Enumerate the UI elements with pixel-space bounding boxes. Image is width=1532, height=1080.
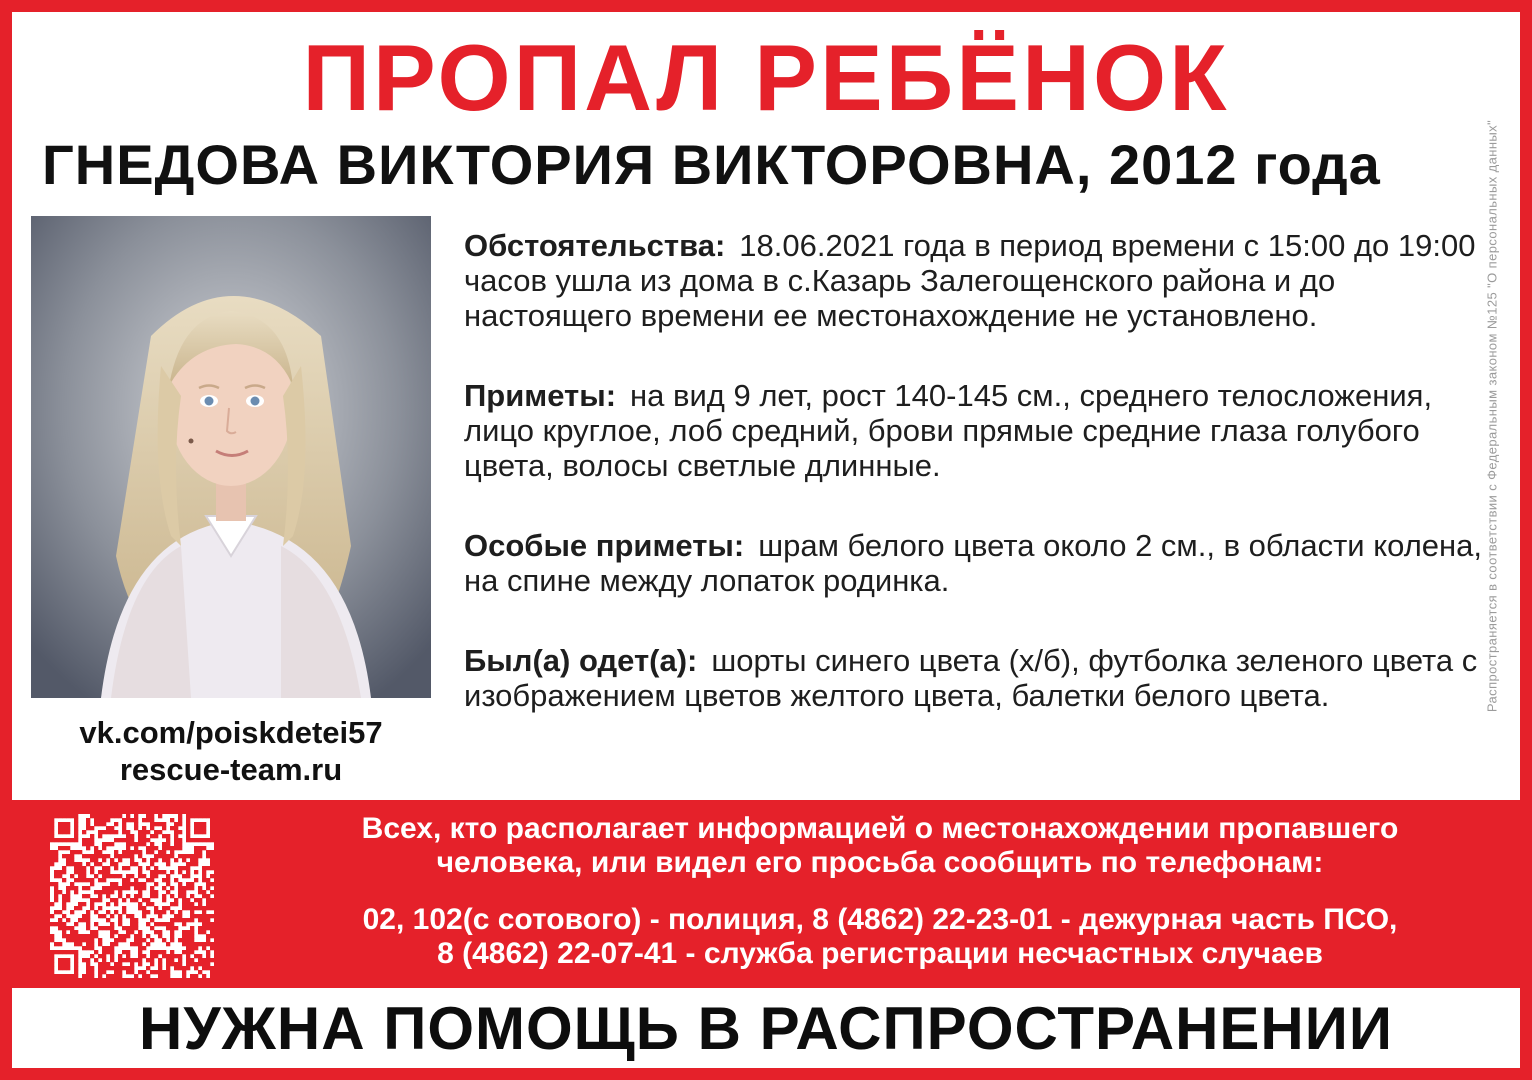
phones-line-1: 02, 102(с сотового) - полиция, 8 (4862) 22-23-01 - дежурная часть ПСО, bbox=[362, 903, 1398, 936]
clothing-label: Был(а) одет(а): bbox=[464, 643, 698, 678]
footer-banner bbox=[12, 988, 1520, 1068]
appeal-line-1: Всех, кто располагает информацией о местонахождении пропавшего bbox=[361, 812, 1399, 845]
special-signs-paragraph bbox=[464, 528, 1494, 598]
circumstances-text: 18.06.2021 года в период времени с 15:00 до 19:00 часов ушла из дома в с.Казарь Залегощенского района и до настоящего времени ее местонахождение не установлено. bbox=[464, 228, 1476, 333]
missing-person-photo bbox=[31, 216, 431, 698]
poster-main-panel bbox=[12, 12, 1520, 800]
special-signs-label: Особые приметы: bbox=[464, 528, 745, 563]
phones-line-2: 8 (4862) 22-07-41 - служба регистрации несчастных случаев bbox=[437, 937, 1323, 970]
clothing-text: шорты синего цвета (х/б), футболка зеленого цвета с изображением цветов желтого цвета, балетки белого цвета. bbox=[464, 643, 1478, 713]
missing-person-name: ГНЕДОВА ВИКТОРИЯ ВИКТОРОВНА, 2012 года bbox=[42, 133, 1381, 196]
appeal-text bbox=[240, 812, 1520, 880]
poster-headline: ПРОПАЛ РЕБЁНОК bbox=[302, 25, 1230, 130]
qr-code-graphic bbox=[50, 814, 214, 978]
contact-links bbox=[31, 714, 431, 788]
site-link[interactable]: rescue-team.ru bbox=[119, 752, 343, 787]
footer-call-to-action: НУЖНА ПОМОЩЬ В РАСПРОСТРАНЕНИИ bbox=[138, 995, 1394, 1062]
vk-link[interactable]: vk.com/poiskdetei57 bbox=[79, 715, 383, 750]
legal-side-note-text: Распространяется в соответствии с Федеральным законом №125 "О персональных данных" bbox=[1484, 119, 1500, 713]
circumstances-paragraph bbox=[464, 228, 1494, 333]
phone-numbers bbox=[240, 903, 1520, 971]
legal-side-note bbox=[1482, 26, 1502, 806]
special-signs-text: шрам белого цвета около 2 см., в области колена, на спине между лопаток родинка. bbox=[464, 528, 1482, 598]
signs-label: Приметы: bbox=[464, 378, 617, 413]
details-section bbox=[464, 228, 1494, 758]
appeal-line-2: человека, или видел его просьба сообщить по телефонам: bbox=[436, 846, 1324, 879]
signs-text: на вид 9 лет, рост 140-145 см., среднего телосложения, лицо круглое, лоб средний, брови прямые средние глаза голубого цвета, волосы светлые длинные. bbox=[464, 378, 1433, 483]
circumstances-label: Обстоятельства: bbox=[464, 228, 726, 263]
signs-paragraph bbox=[464, 378, 1494, 483]
child-portrait-image bbox=[31, 216, 431, 698]
clothing-paragraph bbox=[464, 643, 1494, 713]
qr-code-icon[interactable] bbox=[50, 814, 214, 978]
